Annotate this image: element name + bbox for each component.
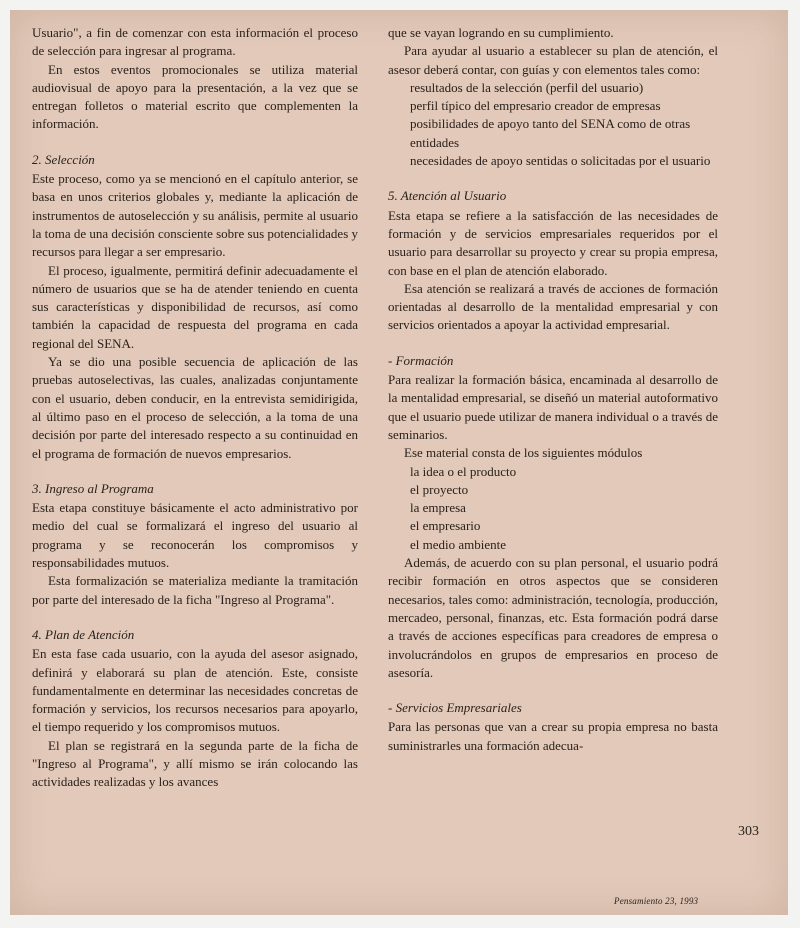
left-column <box>32 24 358 792</box>
running-footer: Pensamiento 23, 1993 <box>614 896 699 906</box>
modules-list <box>388 463 718 554</box>
paragraph: El proceso, igualmente, permitirá definir adecuadamente el número de usuarios que se ha de atender teniendo en cuenta sus características y disponibilidad de recursos, así como también la capacidad de respuesta del programa en cada regional del SENA. <box>32 262 358 351</box>
section-heading: 2. Selección <box>32 151 95 167</box>
paragraph: En estos eventos promocionales se utiliza material audiovisual de apoyo para la presentación, a la vez que se entregan folletos o material escrito que complementen la información. <box>32 61 358 132</box>
paragraph: Para ayudar al usuario a establecer su plan de atención, el asesor deberá contar, con guías y con elementos tales como: <box>388 43 718 77</box>
list-item: posibilidades de apoyo tanto del SENA como de otras entidades <box>410 116 691 150</box>
paragraph: que se vayan logrando en su cumplimiento. <box>388 25 614 40</box>
paragraph: Ese material consta de los siguientes módulos <box>404 445 643 461</box>
section-heading: 3. Ingreso al Programa <box>32 480 154 496</box>
list-item: la idea o el producto <box>410 463 517 479</box>
section-heading: 5. Atención al Usuario <box>388 188 507 204</box>
book-page <box>10 10 788 915</box>
list-item: resultados de la selección (perfil del usuario) <box>410 79 644 95</box>
page-number: 303 <box>738 824 759 839</box>
list-item: perfil típico del empresario creador de empresas <box>410 98 661 114</box>
section-heading: 4. Plan de Atención <box>32 626 135 642</box>
subsection-heading: - Formación <box>388 352 454 368</box>
paragraph: Para las personas que van a crear su propia empresa no basta suministrarles una formación adecua- <box>388 719 718 753</box>
paragraph: El plan se registrará en la segunda parte de la ficha de "Ingreso al Programa", y allí mismo se irán colocando las actividades realizadas y los avances <box>32 737 358 790</box>
paragraph: Esta formalización se materializa mediante la tramitación por parte del interesado de la ficha "Ingreso al Programa". <box>32 573 358 607</box>
paragraph: Ya se dio una posible secuencia de aplicación de las pruebas autoselectivas, las cuales, analizadas conjuntamente con el usuario, deben conducir, en la entrevista semidirigida, al último paso en el proceso de selección, a la toma de una decisión por parte del interesado respecto a su continuidad en el programa de formación de nuevos empresarios. <box>32 354 358 461</box>
list-item: la empresa <box>410 500 466 516</box>
paragraph: En esta fase cada usuario, con la ayuda del asesor asignado, definirá y elaborará su plan de atención. Este, consiste fundamentalmente en determinar las necesidades concretas de formación y servicios, los recursos necesarios para apoyarlo, el tiempo requerido y los compromisos mutuos. <box>32 646 358 735</box>
paragraph: Este proceso, como ya se mencionó en el capítulo anterior, se basa en unos criterios globales y, mediante la aplicación de instrumentos de autoselección y su análisis, permite al usuario la toma de una decisión consciente sobre sus potencialidades y recursos para llegar a ser empresario. <box>32 171 358 260</box>
right-column <box>388 24 718 755</box>
elements-list <box>388 79 718 170</box>
list-item: el proyecto <box>410 481 469 497</box>
paragraph: Usuario", a fin de comenzar con esta información el proceso de selección para ingresar al programa. <box>32 25 358 59</box>
list-item: el medio ambiente <box>410 536 507 552</box>
paragraph: Esta etapa constituye básicamente el acto administrativo por medio del cual se formalizará el ingreso del usuario al programa y se reconocerán los compromisos y responsabilidades mutuos. <box>32 500 358 571</box>
paragraph: Esta etapa se refiere a la satisfacción de las necesidades de formación y de servicios empresariales requeridos por el usuario para desarrollar su proyecto y crear su propia empresa, con base en el plan de atención elaborado. <box>388 207 718 278</box>
paragraph: Esa atención se realizará a través de acciones de formación orientadas al desarrollo de la mentalidad empresarial y con servicios orientados a apoyar la actividad empresarial. <box>388 280 718 333</box>
paragraph: Además, de acuerdo con su plan personal, el usuario podrá recibir formación en otros aspectos que se consideren necesarios, tales como: administración, tecnología, producción, mercadeo, personal, finanzas, etc. Esta formación podrá darse a través de acciones específicas para creadores de empresa o involucrándolos en grupos de empresarios en proceso de asesoría. <box>388 555 718 680</box>
subsection-heading: - Servicios Empresariales <box>388 700 522 716</box>
list-item: necesidades de apoyo sentidas o solicitadas por el usuario <box>410 153 711 169</box>
paragraph: Para realizar la formación básica, encaminada al desarrollo de la mentalidad empresarial, se diseñó un material autoformativo que el usuario puede utilizar de manera individual o a través de seminarios. <box>388 372 718 442</box>
list-item: el empresario <box>410 518 481 534</box>
